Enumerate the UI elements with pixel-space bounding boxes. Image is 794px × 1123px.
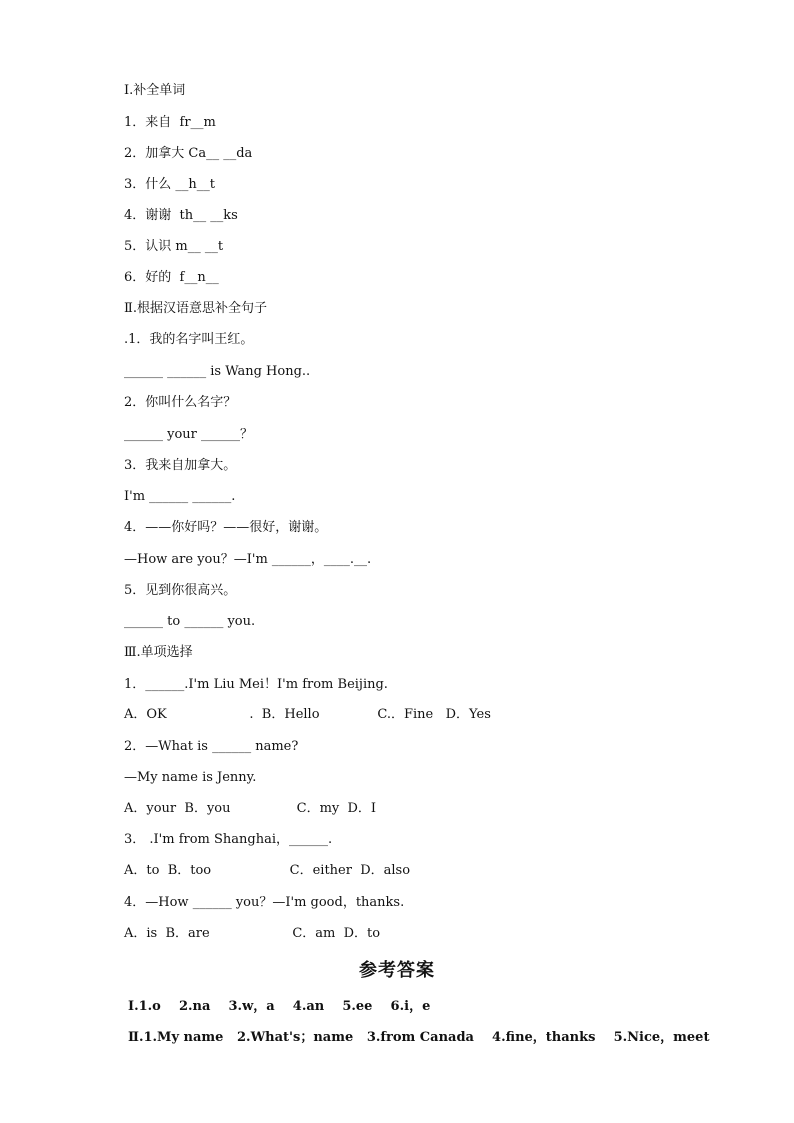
section-1-item: 5．认识 m__ __t bbox=[124, 239, 224, 254]
section-3-item: 1．______.I'm Liu Mei！I'm from Beijing. bbox=[124, 677, 388, 692]
section-3-item: —My name is Jenny. bbox=[124, 770, 257, 785]
section-2-item: 3．我来自加拿大。 bbox=[124, 458, 237, 473]
section-1-item: 2．加拿大 Ca__ __da bbox=[124, 146, 253, 161]
section-2-item: 4．——你好吗？——很好，谢谢。 bbox=[124, 520, 328, 535]
section-2-item: ______ your ______？ bbox=[124, 427, 254, 442]
section-2-item: ______ to ______ you. bbox=[124, 614, 256, 629]
section-3-item: A．is B．are C．am D．to bbox=[124, 926, 381, 941]
answer-key-title: 参考答案 bbox=[359, 960, 435, 981]
section-1-item: 1．来自 fr__m bbox=[124, 115, 216, 130]
section-1-item: 4．谢谢 th__ __ks bbox=[124, 208, 238, 223]
section-3-item: 4．—How ______ you？—I'm good，thanks. bbox=[124, 895, 405, 910]
section-3-item: A．OK . B．Hello C.．Fine D．Yes bbox=[124, 707, 491, 722]
section-3-item: 3． .I'm from Shanghai，______. bbox=[124, 832, 333, 847]
section-1-heading: Ⅰ.补全单词 bbox=[124, 83, 186, 98]
section-3-item: A．your B．you C．my D．I bbox=[124, 801, 377, 816]
section-3-item: 2．—What is ______ name? bbox=[124, 739, 299, 754]
section-2-item: .1．我的名字叫王红。 bbox=[124, 332, 254, 347]
section-1-item: 6．好的 f__n__ bbox=[124, 270, 219, 285]
section-3-heading: Ⅲ.单项选择 bbox=[124, 645, 193, 660]
section-2-item: —How are you？—I'm ______，____.__. bbox=[124, 552, 372, 567]
section-2-item: I'm ______ ______. bbox=[124, 489, 236, 504]
section-2-item: ______ ______ is Wang Hong.. bbox=[124, 364, 311, 379]
section-2-item: 2．你叫什么名字？ bbox=[124, 395, 237, 410]
section-2-item: 5．见到你很高兴。 bbox=[124, 583, 237, 598]
answer-line: Ⅰ.1.o 2.na 3.w，a 4.an 5.ee 6.i，e bbox=[128, 999, 431, 1014]
section-1-item: 3．什么 __h__t bbox=[124, 177, 216, 192]
answer-line: Ⅱ.1.My name 2.What's；name 3.from Canada 4.fine，thanks 5.Nice，meet bbox=[128, 1030, 710, 1045]
section-2-heading: Ⅱ.根据汉语意思补全句子 bbox=[124, 301, 267, 316]
section-3-item: A．to B．too C．either D．also bbox=[124, 863, 411, 878]
